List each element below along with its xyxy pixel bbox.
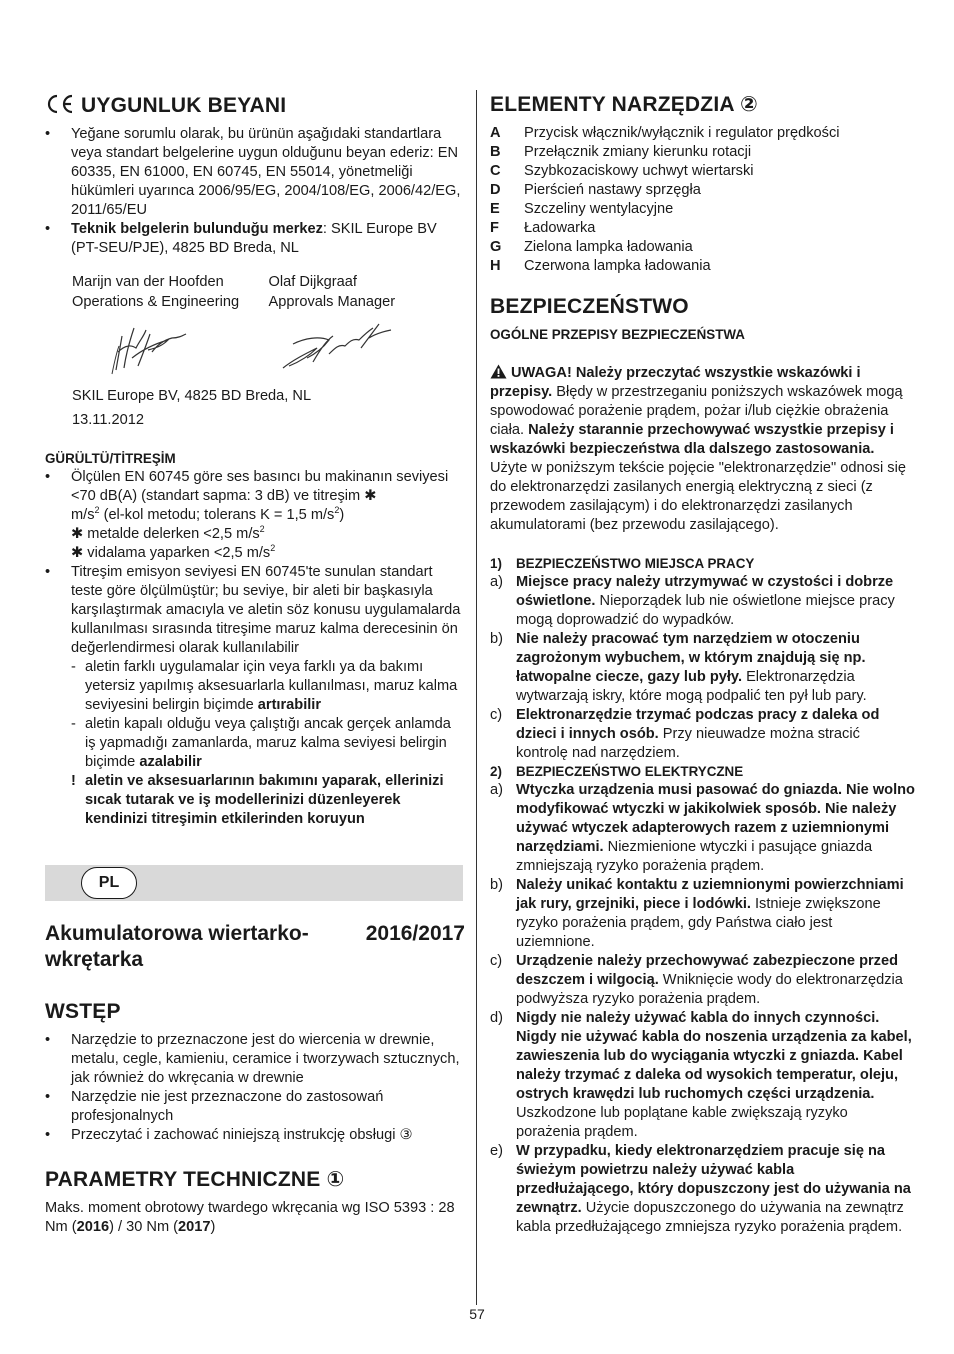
list-item: C Szybkozaciskowy uchwyt wiertarski bbox=[490, 163, 754, 179]
signatory-name: Olaf Dijkgraaf bbox=[268, 274, 357, 290]
workplace-safety-list bbox=[490, 573, 915, 763]
list-item: c) Elektronarzędzie trzymać podczas pracy z daleka od dzieci i innych osób. Przy nieuwadze można stracić kontrolę nad narzędziem. bbox=[490, 707, 880, 761]
column-divider bbox=[476, 90, 477, 1305]
safety-intro: UWAGA! Należy przeczytać wszystkie wskazówki i przepisy. Błędy w przestrzeganiu poniższych wskazówek mogą spowodować porażenie prądem, pożar i/lub ciężkie obrażenia ciała. Należy starannie przechowywać wszystkie przepisy i wskazówki bezpieczeństwa dla dalszego zastosowania. Użyte w poniższym tekście pojęcie "elektronarzędzie" odnosi się do elektronarzędzi zasilanych energią elektryczną z sieci (z przewodem zasilającym) i do elektronarzędzi zasilanych akumulatorami (bez przewodu zasilającego). bbox=[490, 365, 906, 533]
list-item: b) Nie należy pracować tym narzędziem w otoczeniu zagrożonym wybuchem, w którym znajdują się np. łatwopalne ciecze, gazy lub pyły. Elektronarzędzia wytwarzają iskry, które mogą podpalić ten pył lub pary. bbox=[490, 631, 867, 704]
product-models: 2016/2017 bbox=[365, 922, 465, 945]
elements-list bbox=[490, 124, 915, 276]
warning-triangle-icon bbox=[490, 364, 507, 379]
safety-title: BEZPIECZEŃSTWO bbox=[490, 295, 689, 318]
intro-title: WSTĘP bbox=[45, 1000, 121, 1023]
declaration-title: UYGUNLUK BEYANI bbox=[45, 92, 465, 119]
warning-note: ! aletin ve aksesuarlarının bakımını yaparak, ellerinizi sıcak tutarak ve iş modellerinizi düzenleyerek kendinizi titreşimin etkilerinden koruyun bbox=[71, 773, 444, 827]
noise-vibration-heading: GÜRÜLTÜ/TİTREŞİM bbox=[45, 451, 176, 466]
section-heading: 2) BEZPIECZEŃSTWO ELEKTRYCZNE bbox=[490, 764, 744, 779]
page-number: 57 bbox=[469, 1306, 485, 1322]
list-item: • Teknik belgelerin bulunduğu merkez: SKIL Europe BV (PT-SEU/PJE), 4825 BD Breda, NL bbox=[45, 220, 465, 258]
safety-subtitle: OGÓLNE PRZEPISY BEZPIECZEŃSTWA bbox=[490, 327, 745, 342]
list-item: • Przeczytać i zachować niniejszą instrukcję obsługi ③ bbox=[45, 1126, 465, 1145]
left-column bbox=[45, 90, 465, 1237]
list-item: • Narzędzie nie jest przeznaczone do zastosowań profesjonalnych bbox=[45, 1088, 465, 1126]
list-item: - aletin farklı uygulamalar için veya farklı ya da bakımı yetersiz yapılmış aksesuarlarla kullanılması, maruz kalma seviyesini belirgin biçimde artırabilir bbox=[71, 658, 465, 715]
params-title: PARAMETRY TECHNICZNE ① bbox=[45, 1168, 345, 1191]
right-column bbox=[490, 90, 915, 1237]
list-item: G Zielona lampka ładowania bbox=[490, 239, 693, 255]
electrical-safety-list bbox=[490, 781, 915, 1237]
list-item: - aletin kapalı olduğu veya çalıştığı ancak gerçek anlamda iş yapmadığı zamanlarda, maruz kalma seviyesi belirgin biçimde azalabilir bbox=[71, 715, 465, 772]
language-badge: PL bbox=[81, 867, 137, 899]
company-address: SKIL Europe BV, 4825 BD Breda, NL bbox=[72, 388, 312, 404]
list-item: • Ölçülen EN 60745 göre ses basıncı bu makinanın seviyesi <70 dB(A) (standart sapma: 3 dB) ve titreşim ✱ $m/s^2$ (el-kol metodu; tolerans K = 1,5 $m/s^2$) ✱ metalde delerken <2,5 $m/s^2$ ✱ vidalama yaparken <2,5 $m/s^2$ bbox=[45, 468, 465, 563]
list-item: c) Urządzenie należy przechowywać zabezpieczone przed deszczem i wilgocią. Wniknięcie wody do elektronarzędzia podwyższa ryzyko porażenia prądem. bbox=[490, 953, 903, 1007]
dash-list bbox=[71, 658, 465, 772]
noise-list bbox=[45, 468, 465, 829]
ce-mark-icon bbox=[45, 92, 75, 118]
list-item: • Yeğane sorumlu olarak, bu ürünün aşağıdaki standartlara veya standart belgelerine uygun olduğunu beyan ederiz: EN 60335, EN 61000, EN 60745, EN 55014, yönetmeliği hükümleri uyarınca 2006/95/EG, 2004/108/EG, 2006/42/EG, 2011/65/EU bbox=[45, 125, 465, 220]
section-heading: 1) BEZPIECZEŃSTWO MIEJSCA PRACY bbox=[490, 556, 755, 571]
elements-title: ELEMENTY NARZĘDZIA ② bbox=[490, 93, 758, 116]
list-item: a) Wtyczka urządzenia musi pasować do gniazda. Nie wolno modyfikować wtyczki w jakikolwiek sposób. Nie należy używać wtyczek adapterowych razem z uziemnionymi narzędziami. Niezmienione wtyczki i pasujące gniazda zmniejszają ryzyko porażenia prądem. bbox=[490, 782, 915, 874]
signatory-name: Marijn van der Hoofden bbox=[72, 274, 224, 290]
signatory-role: Approvals Manager bbox=[268, 294, 396, 310]
list-item: A Przycisk włącznik/wyłącznik i regulator prędkości bbox=[490, 125, 840, 141]
params-text: Maks. moment obrotowy twardego wkręcania wg ISO 5393 : 28 Nm (2016) / 30 Nm (2017) bbox=[45, 1200, 455, 1235]
declaration-date: 13.11.2012 bbox=[72, 412, 144, 428]
list-item: • Titreşim emisyon seviyesi EN 60745'te sunulan standart teste göre ölçülmüştür; bu seviye, bir aleti bir başkasıyla karşılaştırmak amacıyla ve aletin söz konusu uygulamalarda kullanılması sırasında titreşime maruz kalma derecesinin ön değerlendirmesi olarak kullanılabilir - aletin farklı uygulamalar için veya farklı ya da bakımı yetersiz yapılmış aksesuarlarla kullanılması, maruz kalma seviyesini belirgin biçimde artırabilir - aletin kapalı olduğu veya çalıştığı ancak gerçek anlamda iş yapmadığı zamanlarda, maruz kalma seviyesi belirgin biçimde azalabilir ! aletin ve aksesuarlarının bakımını yaparak, ellerinizi sıcak tutarak ve iş modellerinizi düzenleyerek kendinizi titreşimin etkilerinden koruyun bbox=[45, 563, 465, 829]
declaration-list bbox=[45, 125, 465, 258]
list-item: d) Nigdy nie należy używać kabla do innych czynności. Nigdy nie używać kabla do noszenia urządzenia za kabel, zawieszenia lub do wyciągania wtyczki z gniazda. Kabel należy trzymać z daleka od wysokich temperatur, oleju, ostrych krawędzi lub ruchomych części urządzenia. Uszkodzone lub poplątane kable zwiększają ryzyko porażenia prądem. bbox=[490, 1010, 912, 1140]
list-item: F Ładowarka bbox=[490, 220, 596, 236]
signatories bbox=[72, 272, 465, 312]
handwritten-signature-1 bbox=[72, 318, 192, 376]
list-item: D Pierścień nastawy sprzęgła bbox=[490, 182, 701, 198]
intro-list bbox=[45, 1031, 465, 1145]
handwritten-signature-2 bbox=[269, 318, 399, 376]
list-item: b) Należy unikać kontaktu z uziemnionymi powierzchniami jak rury, grzejniki, piece i lodówki. Istnieje zwiększone ryzyko porażenia prądem, gdy Państwa ciało jest uziemnione. bbox=[490, 877, 904, 950]
language-bar bbox=[45, 865, 463, 901]
list-item: H Czerwona lampka ładowania bbox=[490, 258, 711, 274]
product-title bbox=[45, 921, 465, 973]
list-item: E Szczeliny wentylacyjne bbox=[490, 201, 674, 217]
list-item: • Narzędzie to przeznaczone jest do wiercenia w drewnie, metalu, cegle, kamieniu, ceramice i tworzywach sztucznych, jak również do wkręcania w drewnie bbox=[45, 1031, 465, 1088]
list-item: a) Miejsce pracy należy utrzymywać w czystości i dobrze oświetlone. Nieporządek lub nie oświetlone miejsce pracy mogą doprowadzić do wypadków. bbox=[490, 574, 895, 628]
product-name: Akumulatorowa wiertarko- wkrętarka bbox=[45, 922, 309, 971]
list-item: e) W przypadku, kiedy elektronarzędziem pracuje się na świeżym powietrzu należy używać kabla przedłużającego, który dopuszczony jest do używania na zewnątrz. Użycie dopuszczonego do używania na zewnątrz kabla przedłużającego zmniejsza ryzyko porażenia prądem. bbox=[490, 1143, 911, 1235]
signatory-role: Operations & Engineering bbox=[72, 294, 240, 310]
signature-row bbox=[72, 318, 465, 378]
list-item: B Przełącznik zmiany kierunku rotacji bbox=[490, 144, 752, 160]
